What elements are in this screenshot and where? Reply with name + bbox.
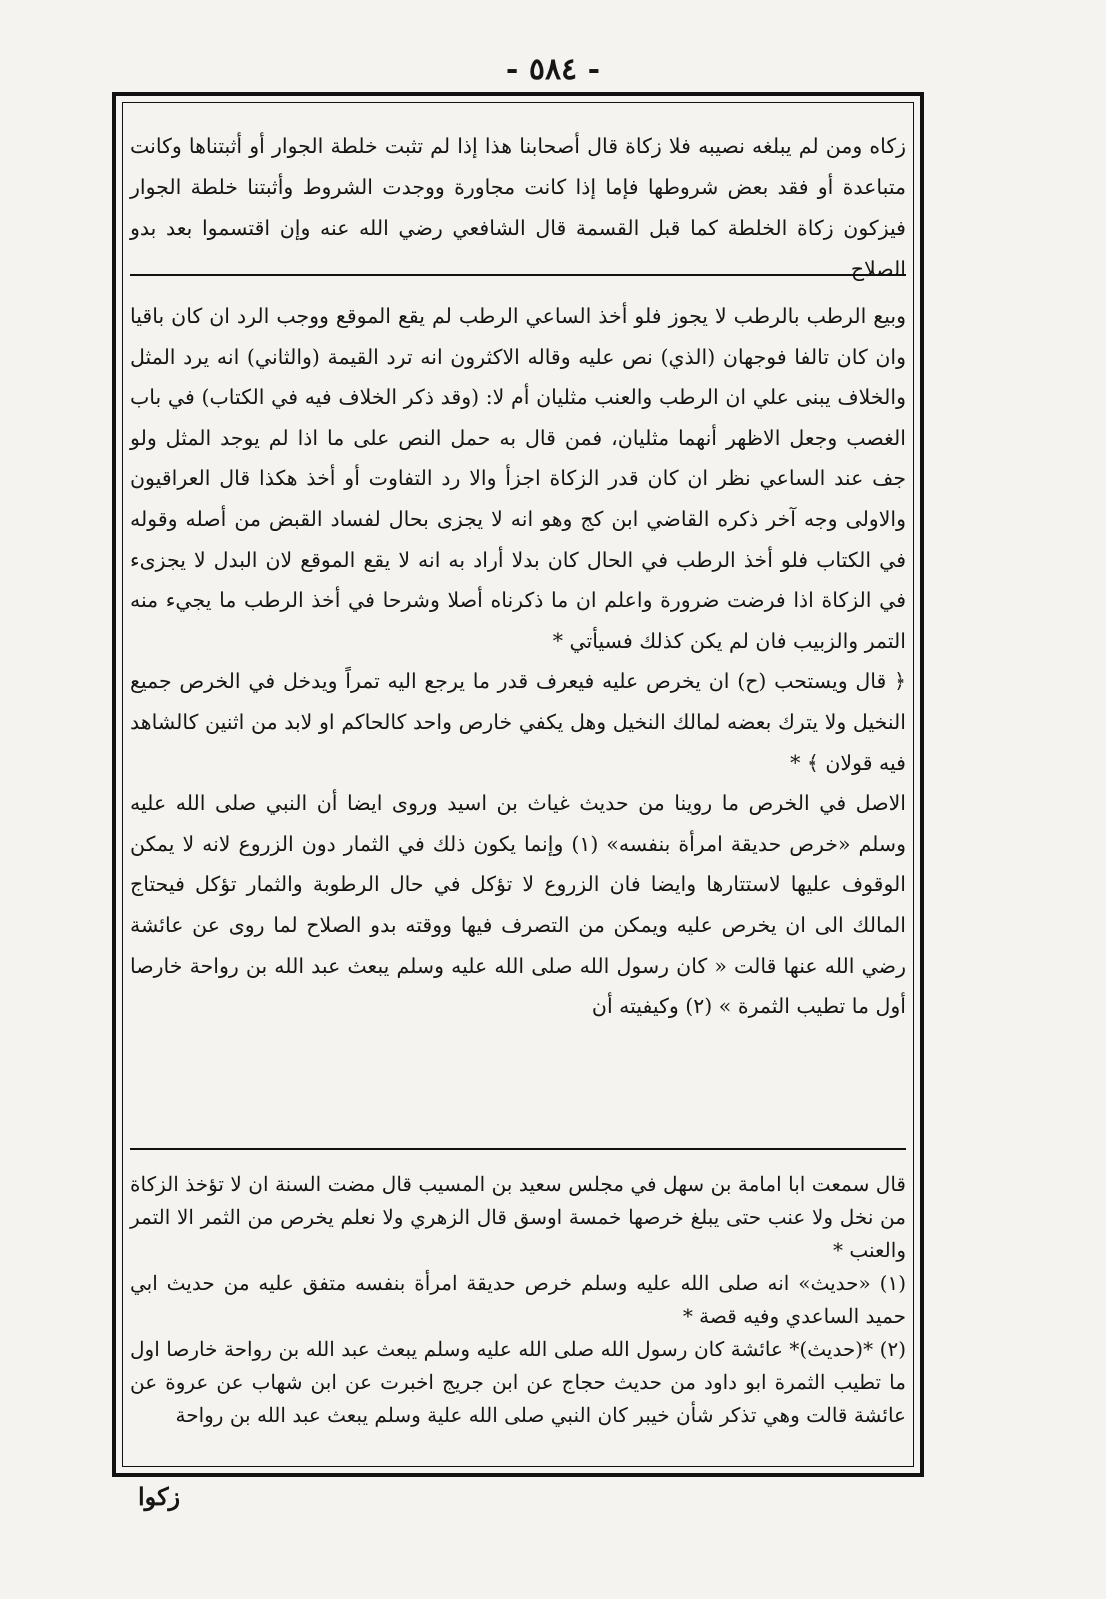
commentary-top bbox=[130, 126, 906, 290]
main-paragraph: ﴿ قال ويستحب (ح) ان يخرص عليه فيعرف قدر ما يرجع اليه تمراً ويدخل في الخرص جميع النخيل ولا يترك بعضه لمالك النخيل وهل يكفي خارص واحد كالحاكم او لابد من اثنين كالشاهد فيه قولان ﴾ * bbox=[130, 669, 906, 775]
section-divider bbox=[130, 274, 906, 276]
footnote-divider bbox=[130, 1148, 906, 1150]
commentary-paragraph: زكاه ومن لم يبلغه نصيبه فلا زكاة قال أصحابنا هذا إذا لم تثبت خلطة الجوار أو أثبتناها وكانت متباعدة أو فقد بعض شروطها فإما إذا كانت مجاورة ووجدت الشروط وأثبتنا خلطة الجوار فيزكون زكاة الخلطة كما قبل القسمة قال الشافعي رضي الله عنه وإن اقتسموا بعد بدو الصلاح bbox=[130, 134, 906, 281]
footnote-paragraph: قال سمعت ابا امامة بن سهل في مجلس سعيد بن المسيب قال مضت السنة ان لا تؤخذ الزكاة من نخل ولا عنب حتى يبلغ خرصها خمسة اوسق قال الزهري ولا نعلم يخرص من الثمر الا التمر والعنب * bbox=[130, 1172, 906, 1262]
main-text bbox=[130, 296, 906, 1027]
catchword: زكوا bbox=[138, 1482, 181, 1511]
main-paragraph: وبيع الرطب بالرطب لا يجوز فلو أخذ الساعي الرطب لم يقع الموقع ووجب الرد ان كان باقيا وان كان تالفا فوجهان (الذي) نص عليه وقاله الاكثرون انه ترد القيمة (والثاني) انه يرد المثل والخلاف يبنى علي ان الرطب والعنب مثليان أم لا: (وقد ذكر الخلاف فيه في الكتاب) في باب الغصب وجعل الاظهر أنهما مثليان، فمن قال به حمل النص على ما اذا لم يوجد المثل ولو جف عند الساعي نظر ان كان قدر الزكاة اجزأ والا رد التفاوت أو أخذ هكذا قال العراقيون والاولى وجه آخر ذكره القاضي ابن كج وهو انه لا يجزى بحال لفساد القبض من أصله وقوله في الكتاب فلو أخذ الرطب في الحال كان بدلا أراد به انه لا يقع الموقع لان البدل لا يجزىء في الزكاة اذا فرضت ضرورة واعلم ان ما ذكرناه أصلا وشرحا في أخذ الرطب ما يجيء منه التمر والزبيب فان لم يكن كذلك فسيأتي * bbox=[130, 304, 906, 653]
footnote-2: (٢) *(حديث)* عائشة كان رسول الله صلى الله عليه وسلم يبعث عبد الله بن رواحة خارصا اول ما تطيب الثمرة ابو داود من حديث حجاج عن ابن جريج اخبرت عن ابن شهاب عن عروة عن عائشة قالت وهي تذكر شأن خيبر كان النبي صلى الله علية وسلم يبعث عبد الله بن رواحة bbox=[130, 1337, 906, 1427]
main-paragraph: الاصل في الخرص ما روينا من حديث غياث بن اسيد وروى ايضا أن النبي صلى الله عليه وسلم «خرص حديقة امرأة بنفسه» (١) وإنما يكون ذلك في الثمار دون الزروع لانه لا يمكن الوقوف عليها لاستتارها وايضا فان الزروع لا تؤكل في حال الرطوبة والثمار تؤكل فيحتاج المالك الى ان يخرص عليه ويمكن من التصرف فيها ووقته بدو الصلاح لما روى عن عائشة رضي الله عنها قالت « كان رسول الله صلى الله عليه وسلم يبعث عبد الله بن رواحة خارصا أول ما تطيب الثمرة » (٢) وكيفيته أن bbox=[130, 791, 906, 1019]
page-number: - ٥٨٤ - bbox=[505, 52, 601, 87]
page-frame bbox=[112, 92, 924, 1477]
footnote-1: (١) «حديث» انه صلى الله عليه وسلم خرص حديقة امرأة بنفسه متفق عليه من حديث ابي حميد الساعدي وفيه قصة * bbox=[130, 1271, 906, 1328]
footnotes bbox=[130, 1168, 906, 1432]
